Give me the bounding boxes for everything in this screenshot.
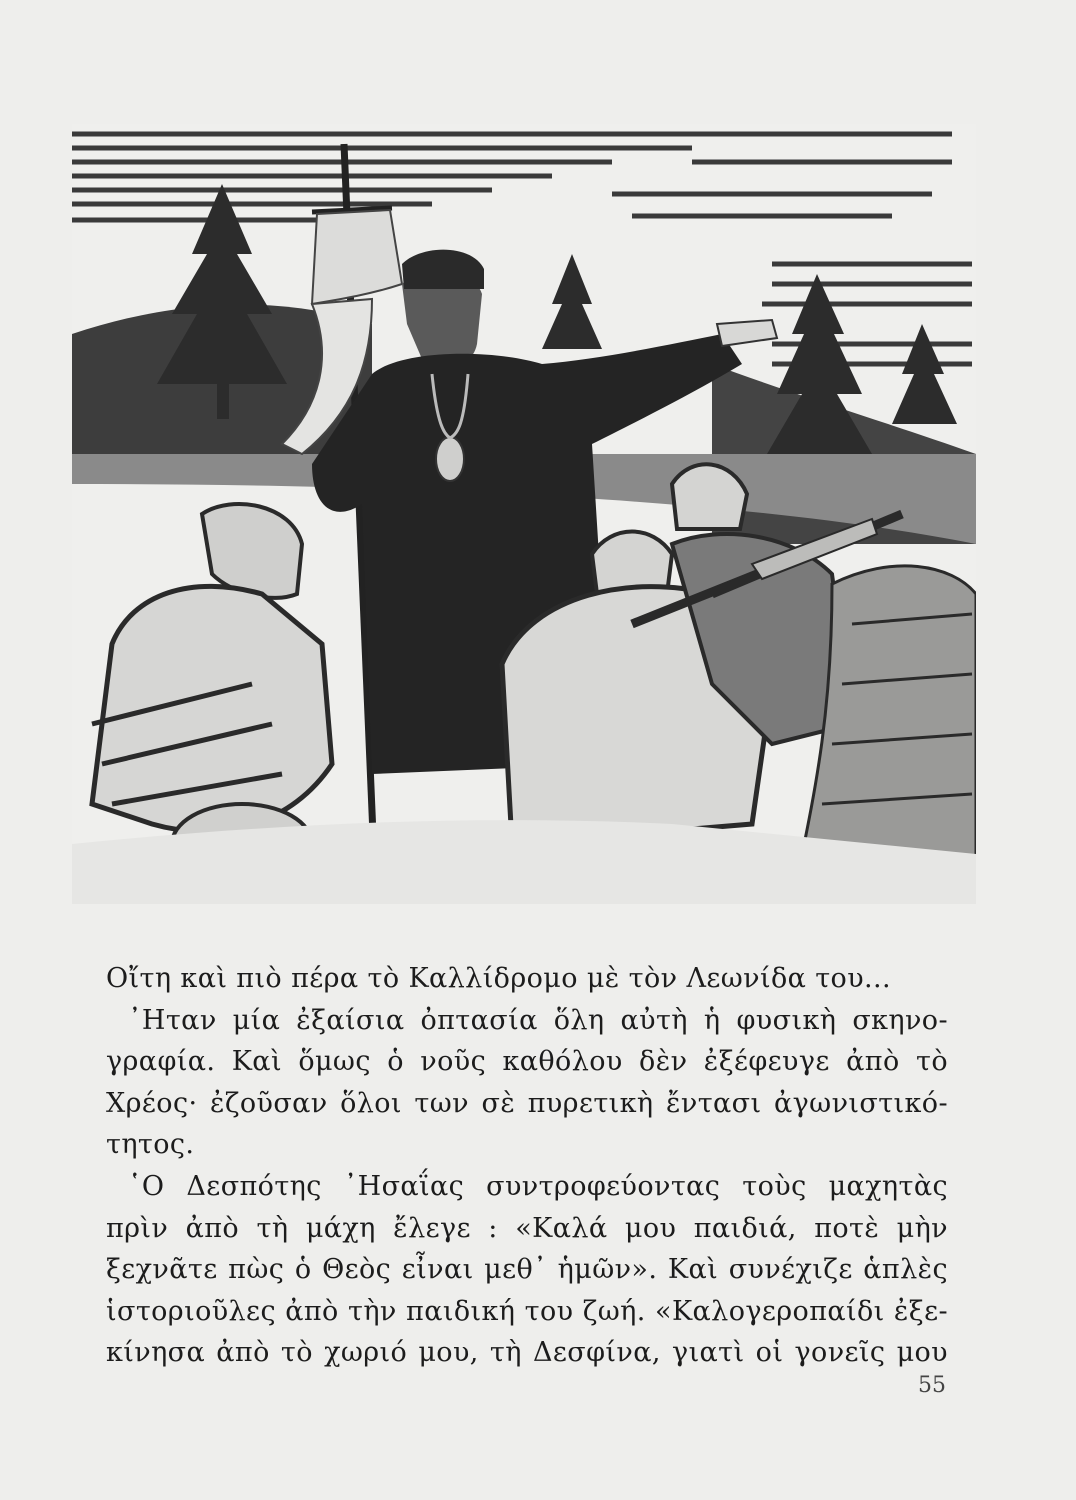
body-text <box>106 958 948 1374</box>
text-line: ἱστοριοῦλες ἀπὸ τὴν παιδική του ζωή. «Καλογεροπαίδι ἐξε- <box>106 1295 948 1327</box>
text-line: ᾿Ηταν μία ἐξαίσια ὀπτασία ὅλη αὐτὴ ἡ φυσικὴ σκηνο- <box>128 1004 948 1036</box>
text-line: Χρέος· ἐζοῦσαν ὅλοι των σὲ πυρετικὴ ἔντασι ἀγωνιστικό- <box>106 1087 948 1119</box>
woodcut-illustration <box>72 124 976 904</box>
text-line: ξεχνᾶτε πὼς ὁ Θεὸς εἶναι μεθ᾿ ἡμῶν». Καὶ συνέχιζε ἁπλὲς <box>106 1254 948 1286</box>
text-line: πρὶν ἀπὸ τὴ μάχη ἔλεγε : «Καλά μου παιδιά, ποτὲ μὴν <box>106 1212 948 1244</box>
text-line: τητος. <box>106 1129 195 1161</box>
text-line: κίνησα ἀπὸ τὸ χωριό μου, τὴ Δεσφίνα, γιατὶ οἱ γονεῖς μου <box>106 1337 948 1369</box>
page-number: 55 <box>918 1373 946 1398</box>
text-line: γραφία. Καὶ ὅμως ὁ νοῦς καθόλου δὲν ἐξέφευγε ἀπὸ τὸ <box>106 1046 948 1078</box>
text-line: ῾Ο Δεσπότης ᾿Ησαΐας συντροφεύοντας τοὺς μαχητὰς <box>128 1170 948 1202</box>
bishop-with-fighters-illustration <box>72 124 976 904</box>
text-line: Οἴτη καὶ πιὸ πέρα τὸ Καλλίδρομο μὲ τὸν Λεωνίδα του... <box>106 963 891 994</box>
